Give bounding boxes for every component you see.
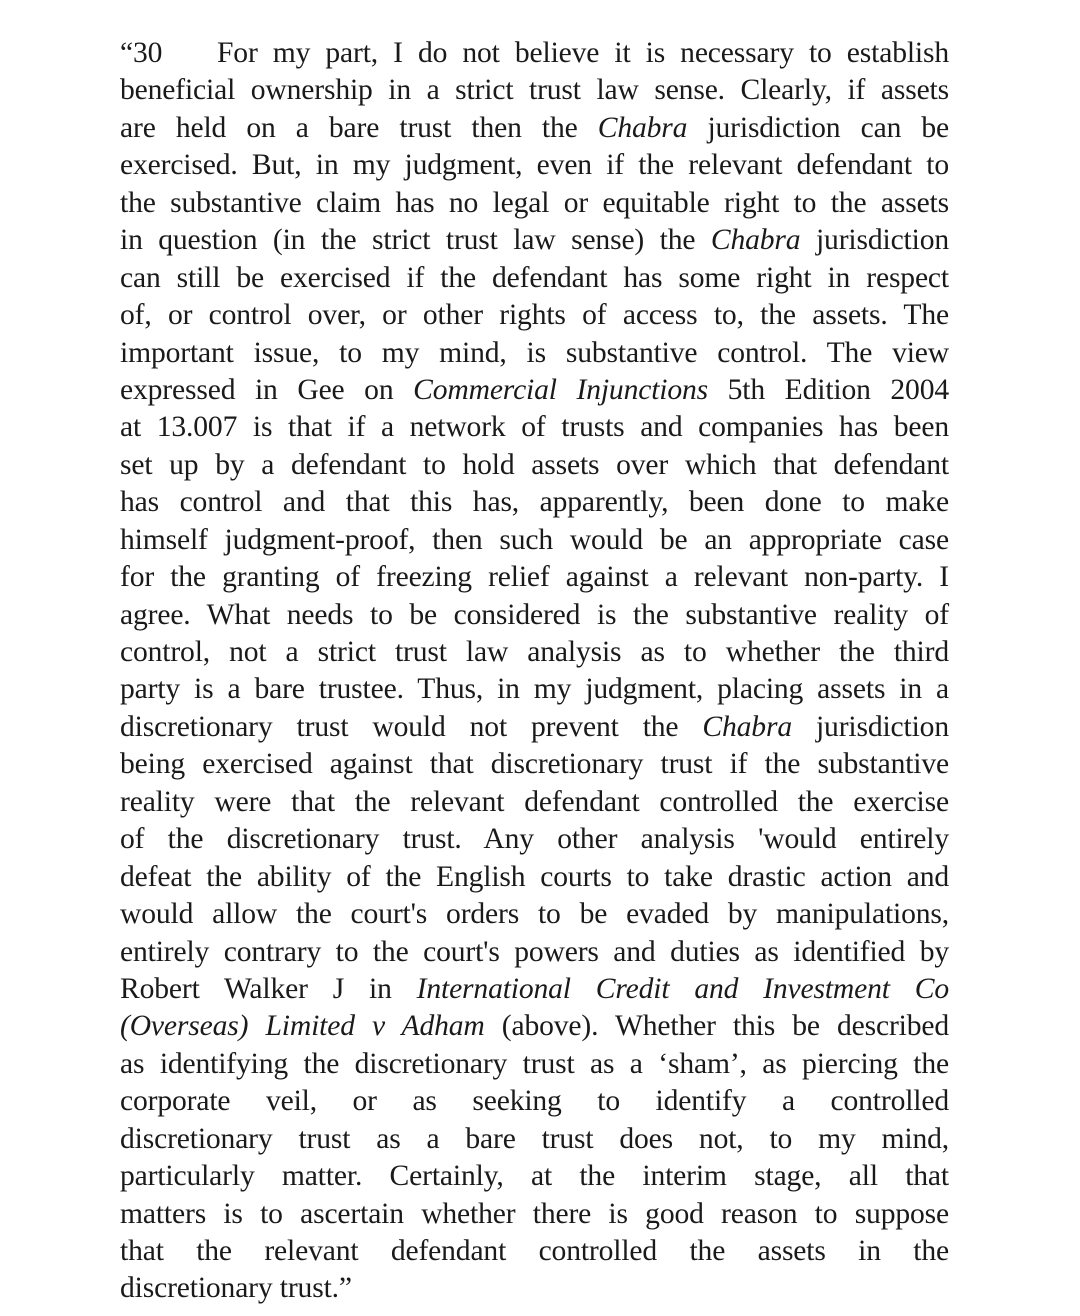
- text-segment: exercised. But, in my judgment, even if the relevant defendant to: [120, 149, 949, 182]
- text-line: [120, 110, 949, 147]
- text-line: [120, 1233, 949, 1270]
- text-segment: corporate veil, or as seeking to identify a controlled: [120, 1085, 949, 1118]
- text-segment: (above). Whether this be described: [484, 1010, 949, 1043]
- text-segment: the substantive claim has no legal or equitable right to the assets: [120, 186, 949, 219]
- text-line: [120, 671, 949, 708]
- text-segment: at 13.007 is that if a network of trusts and companies has been: [120, 411, 949, 444]
- italic-citation: Chabra: [597, 111, 688, 144]
- text-line: [120, 260, 949, 297]
- text-segment: expressed in Gee on: [120, 373, 414, 406]
- text-line: [120, 147, 949, 184]
- text-segment: set up by a defendant to hold assets over which that defendant: [120, 448, 949, 481]
- text-segment: control, not a strict trust law analysis as to whether the third: [120, 636, 949, 668]
- text-segment: as identifying the discretionary trust as a ‘sham’, as piercing the: [120, 1047, 949, 1080]
- text-line: [120, 297, 949, 334]
- text-line: [120, 1121, 949, 1158]
- text-segment: has control and that this has, apparently, been done to make: [120, 486, 949, 519]
- text-segment: discretionary trust as a bare trust does not, to my mind,: [120, 1122, 949, 1155]
- text-line: [120, 709, 949, 746]
- text-line: [120, 335, 949, 372]
- text-line: [120, 72, 949, 109]
- text-segment: discretionary trust would not prevent the: [120, 710, 703, 743]
- text-segment: beneficial ownership in a strict trust law sense. Clearly, if assets: [120, 74, 949, 107]
- text-line: [120, 746, 949, 783]
- text-segment: himself judgment-proof, then such would be an appropriate case: [120, 523, 949, 556]
- text-line: [120, 896, 949, 933]
- text-segment: would allow the court's orders to be evaded by manipulations,: [120, 898, 949, 931]
- text-line: [120, 1083, 949, 1120]
- text-line: [120, 597, 949, 634]
- text-segment: can still be exercised if the defendant has some right in respect: [120, 261, 949, 294]
- italic-citation: (Overseas) Limited v Adham: [120, 1010, 485, 1043]
- text-line: [120, 35, 949, 72]
- text-segment: of, or control over, or other rights of access to, the assets. The: [120, 299, 949, 332]
- text-segment: particularly matter. Certainly, at the interim stage, all that: [120, 1160, 949, 1193]
- text-segment: that the relevant defendant controlled the assets in the: [120, 1235, 949, 1267]
- italic-citation: Commercial Injunctions: [413, 373, 709, 406]
- text-line: [120, 934, 949, 971]
- text-segment: discretionary trust.”: [120, 1272, 352, 1305]
- text-line: [120, 559, 949, 596]
- text-segment: of the discretionary trust. Any other analysis 'would entirely: [120, 823, 949, 856]
- quoted-judgment-paragraph: [120, 35, 949, 1308]
- text-segment: in question (in the strict trust law sense) the: [120, 224, 711, 257]
- text-line: [120, 784, 949, 821]
- text-segment: Robert Walker J in: [120, 972, 417, 1005]
- italic-citation: International Credit and Investment Co: [416, 972, 949, 1005]
- text-segment: important issue, to my mind, is substantive control. The view: [120, 336, 949, 369]
- text-line: [120, 409, 949, 446]
- text-segment: jurisdiction: [791, 710, 949, 743]
- paragraph-lines: [120, 35, 949, 1308]
- italic-citation: Chabra: [710, 224, 801, 257]
- text-line: [120, 971, 949, 1008]
- text-segment: For my part, I do not believe it is necessary to establish: [217, 37, 949, 69]
- text-segment: agree. What needs to be considered is the substantive reality of: [120, 598, 949, 631]
- text-segment: entirely contrary to the court's powers and duties as identified by: [120, 935, 949, 968]
- text-line: [120, 821, 949, 858]
- text-line: [120, 484, 949, 521]
- text-segment: for the granting of freezing relief against a relevant non-party. I: [120, 561, 949, 594]
- text-line: [120, 372, 949, 409]
- text-line: [120, 634, 949, 671]
- text-segment: jurisdiction: [800, 224, 949, 257]
- text-segment: defeat the ability of the English courts to take drastic action and: [120, 860, 949, 893]
- text-line: [120, 522, 949, 559]
- text-line: [120, 185, 949, 222]
- text-line: [120, 1270, 949, 1307]
- italic-citation: Chabra: [702, 710, 792, 743]
- text-line: [120, 1158, 949, 1195]
- text-segment: are held on a bare trust then the: [120, 111, 598, 144]
- text-line: [120, 1046, 949, 1083]
- text-line: [120, 222, 949, 259]
- text-segment: 5th Edition 2004: [708, 373, 949, 406]
- text-line: [120, 447, 949, 484]
- text-segment: jurisdiction can be: [687, 111, 949, 144]
- text-segment: reality were that the relevant defendant controlled the exercise: [120, 785, 949, 818]
- paragraph-number: “30: [120, 37, 163, 69]
- text-line: [120, 1008, 949, 1045]
- text-segment: matters is to ascertain whether there is good reason to suppose: [120, 1197, 949, 1230]
- text-line: [120, 1196, 949, 1233]
- text-line: [120, 859, 949, 896]
- text-segment: party is a bare trustee. Thus, in my judgment, placing assets in a: [120, 673, 949, 706]
- text-segment: being exercised against that discretionary trust if the substantive: [120, 748, 949, 781]
